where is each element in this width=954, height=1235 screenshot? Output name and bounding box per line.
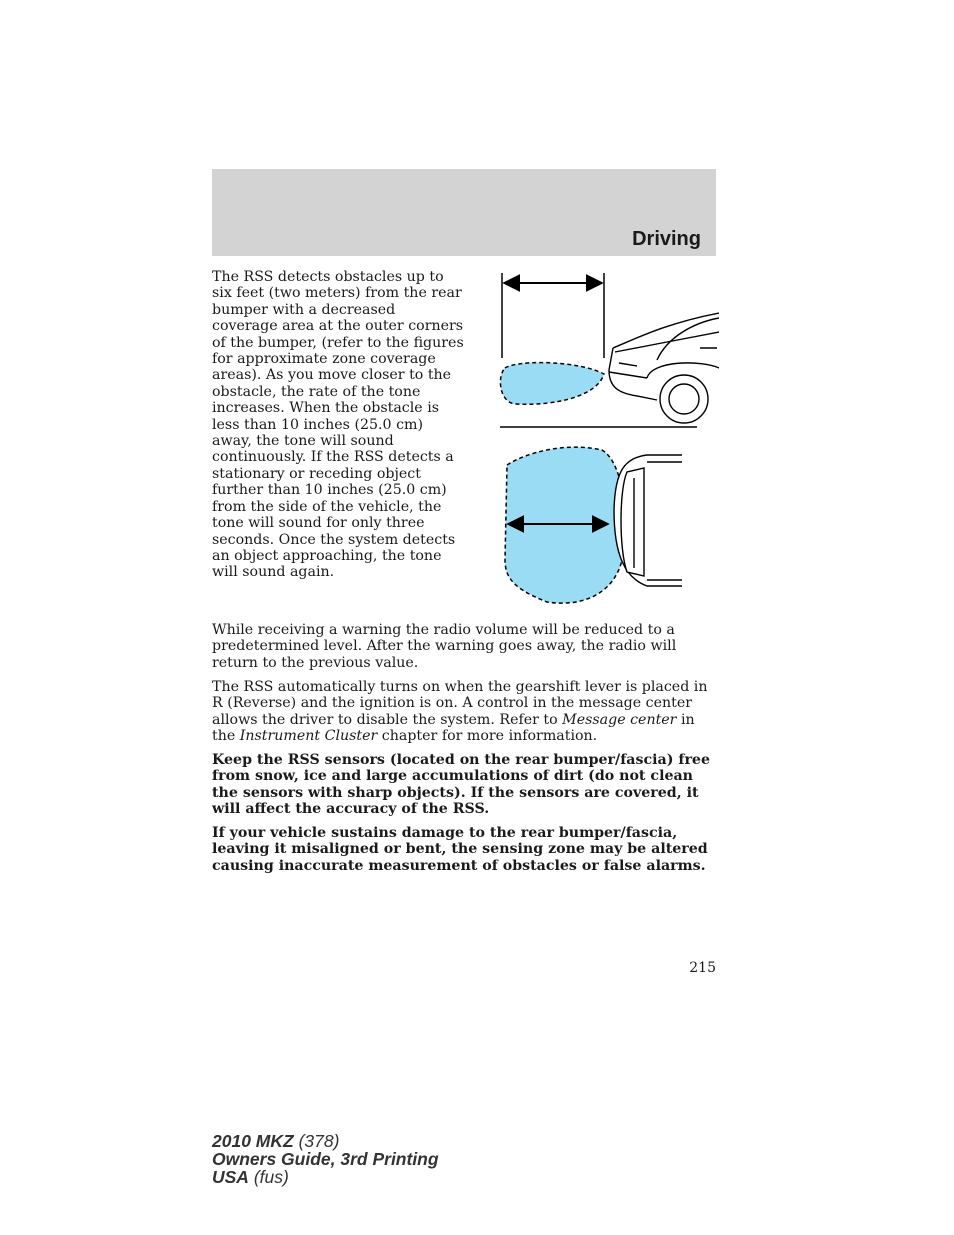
footer-model: 2010 MKZ	[212, 1131, 294, 1151]
car-rear-top-icon	[614, 455, 682, 586]
auto-on-text-1: The RSS automatically turns on when the gearshift lever is placed in R (Reverse) and the ignition is on. A control in the message center allows the driver to disable the system. Refer to	[212, 679, 708, 728]
radio-volume-paragraph: While receiving a warning the radio volume will be reduced to a predetermined level. After the warning goes away, the radio will return to the previous value.	[212, 622, 677, 671]
top-view-coverage-diagram	[497, 440, 687, 610]
bumper-damage-warning: If your vehicle sustains damage to the rear bumper/fascia, leaving it misaligned or bent, the sensing zone may be altered causing inaccurate measurement of obstacles or false alarms.	[212, 825, 708, 874]
footer-region: USA	[212, 1167, 249, 1187]
footer-guide: Owners Guide, 3rd Printing	[212, 1149, 439, 1169]
auto-on-text-2: in the	[212, 711, 695, 745]
side-view-coverage-diagram	[497, 268, 719, 433]
section-header-band	[212, 169, 716, 256]
car-rear-side-icon	[609, 313, 719, 423]
top-coverage-zone	[505, 447, 625, 603]
footer-region-code: (fus)	[253, 1167, 289, 1187]
auto-on-text-3: chapter for more information.	[377, 728, 598, 745]
section-title: Driving	[632, 228, 701, 250]
message-center-reference: Message center	[562, 711, 677, 728]
sensor-care-warning: Keep the RSS sensors (located on the rear bumper/fascia) free from snow, ice and large accumulations of dirt (do not clean the sensors with sharp objects). If the sensors are covered, it will affect the accuracy of the RSS.	[212, 752, 710, 818]
instrument-cluster-reference: Instrument Cluster	[239, 728, 378, 745]
document-footer	[212, 1132, 439, 1186]
side-coverage-zone	[500, 363, 604, 405]
intro-paragraph: The RSS detects obstacles up to six feet (two meters) from the rear bumper with a decreased coverage area at the outer corners of the bumper, (refer to the figures for approximate zone coverage areas). As you move closer to the obstacle, the rate of the tone increases. When the obstacle is less than 10 inches (25.0 cm) away, the tone will sound continuously. If the RSS detects a stationary or receding object further than 10 inches (25.0 cm) from the side of the vehicle, the tone will sound for only three seconds. Once the system detects an object approaching, the tone will sound again.	[212, 269, 464, 581]
footer-model-code: (378)	[298, 1131, 340, 1151]
page-number: 215	[689, 960, 716, 976]
auto-on-paragraph	[212, 679, 718, 745]
